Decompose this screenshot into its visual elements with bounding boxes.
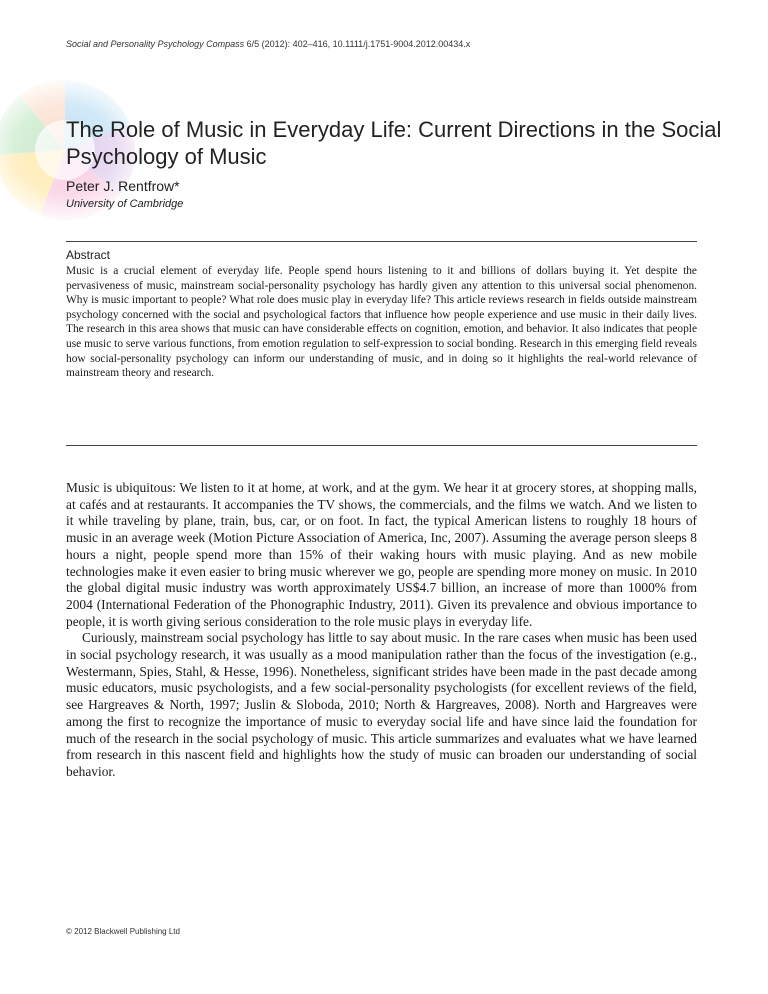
body-paragraph: Music is ubiquitous: We listen to it at home, at work, and at the gym. We hear it at grocery stores, at shopping malls, at cafés and at restaurants. It accompanies the TV shows, the commercials, and the films we watch. And we listen to it while traveling by plane, train, bus, car, or on foot. In fact, the typical American listens to roughly 18 hours of music in an average week (Motion Picture Association of America, Inc, 2007). Assuming the average person sleeps 8 hours a night, people spend more than 15% of their waking hours with music playing. And as new mobile technologies make it even easier to bring music wherever we go, people are spending more money on music. In 2010 the global digital music industry was worth approximately US$4.7 billion, an increase of more than 1000% from 2004 (International Federation of the Phonographic Industry, 2011). Given its prevalence and obvious importance to people, it is worth giving serious consideration to the role music plays in everyday life. [66,480,697,629]
citation-details: 6/5 (2012): 402–416, 10.1111/j.1751-9004.2012.00434.x [244,39,471,49]
author-name: Peter J. Rentfrow* [66,178,180,194]
article-body [66,480,697,781]
article-title: The Role of Music in Everyday Life: Current Directions in the Social Psychology of Music [66,117,722,169]
author-affiliation: University of Cambridge [66,198,184,210]
abstract-top-rule [66,241,697,242]
abstract-bottom-rule [66,445,697,446]
body-paragraph: Curiously, mainstream social psychology has little to say about music. In the rare cases when music has been used in social psychology research, it was usually as a mood manipulation rather than the focus of the investigation (e.g., Westermann, Spies, Stahl, & Hesse, 1996). Nonetheless, significant strides have been made in the past decade among music educators, music psychologists, and a few social-personality psychologists (for excellent reviews of the field, see Hargreaves & North, 1997; Juslin & Sloboda, 2010; North & Hargreaves, 2008). North and Hargreaves were among the first to recognize the importance of music to everyday social life and have since laid the foundation for much of the research in the social psychology of music. This article summarizes and evaluates what we have learned from research in this nascent field and highlights how the study of music can broaden our understanding of social behavior. [66,630,697,779]
journal-citation [66,39,470,49]
copyright-footer: © 2012 Blackwell Publishing Ltd [66,927,180,936]
journal-name: Social and Personality Psychology Compass [66,39,245,49]
abstract-text: Music is a crucial element of everyday life. People spend hours listening to it and billions of dollars buying it. Yet despite the pervasiveness of music, mainstream social-personality psychology has hardly given any attention to this universal social phenomenon. Why is music important to people? What role does music play in everyday life? This article reviews research in fields outside mainstream psychology concerned with the social and psychological factors that influence how people experience and use music in their daily lives. The research in this area shows that music can have considerable effects on cognition, emotion, and behavior. It also indicates that people use music to serve various functions, from emotion regulation to self-expression to social bonding. Research in this emerging field reveals how social-personality psychology can inform our understanding of music, and in doing so it highlights the real-world relevance of mainstream theory and research. [66,265,697,380]
abstract-heading: Abstract [66,248,111,262]
